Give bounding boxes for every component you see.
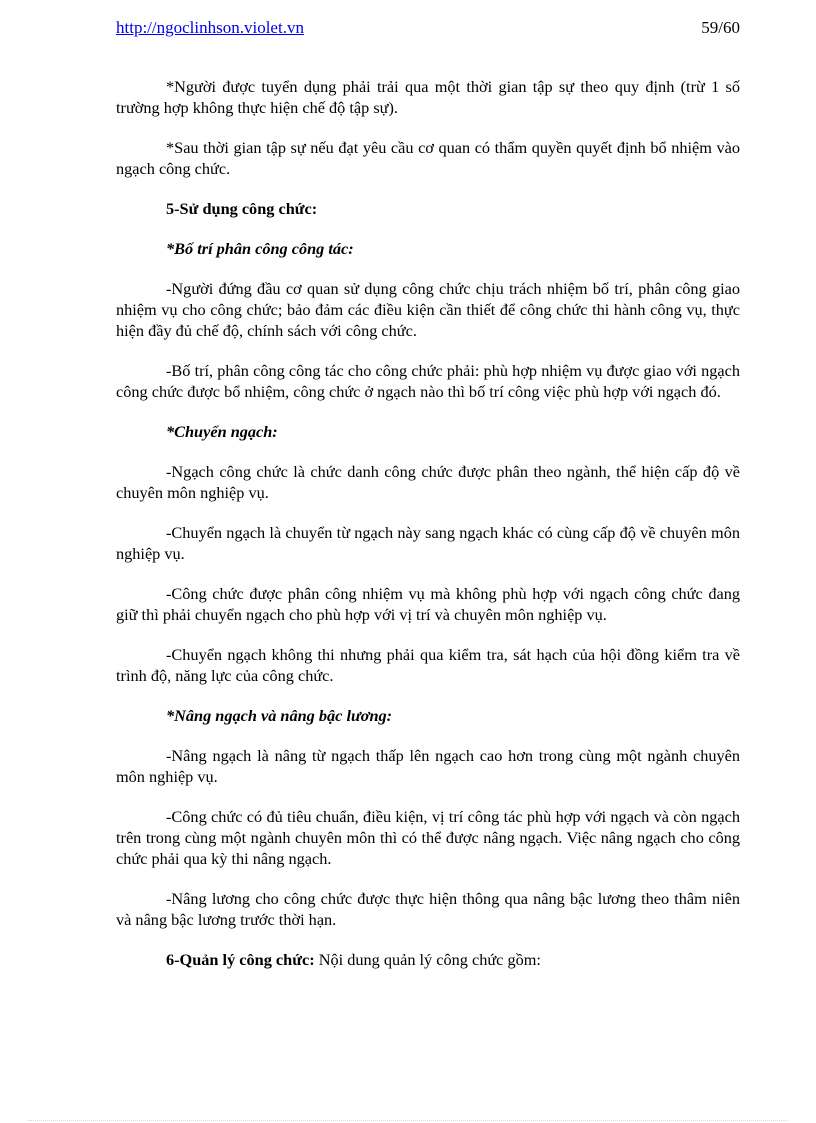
paragraph: -Công chức được phân công nhiệm vụ mà không phù hợp với ngạch công chức đang giữ thì phải chuyển ngạch cho phù hợp với vị trí và chuyên môn nghiệp vụ. bbox=[116, 584, 740, 624]
page-header bbox=[116, 18, 740, 42]
section-heading-paragraph bbox=[116, 949, 740, 970]
section-heading: 6-Quản lý công chức: bbox=[166, 950, 315, 969]
section-heading: 5-Sử dụng công chức: bbox=[166, 199, 318, 218]
subsection-heading: *Bố trí phân công công tác: bbox=[166, 239, 354, 258]
page-number: 59/60 bbox=[701, 18, 740, 37]
paragraph: -Chuyển ngạch là chuyển từ ngạch này sang ngạch khác có cùng cấp độ về chuyên môn nghiệp vụ. bbox=[116, 523, 740, 563]
paragraph: -Chuyển ngạch không thi nhưng phải qua kiểm tra, sát hạch của hội đồng kiểm tra về trình độ, năng lực của công chức. bbox=[116, 645, 740, 685]
paragraph: *Sau thời gian tập sự nếu đạt yêu cầu cơ quan có thẩm quyền quyết định bổ nhiệm vào ngạch công chức. bbox=[116, 138, 740, 178]
paragraph: -Ngạch công chức là chức danh công chức được phân theo ngành, thể hiện cấp độ về chuyên môn nghiệp vụ. bbox=[116, 462, 740, 502]
paragraph: *Người được tuyển dụng phải trải qua một thời gian tập sự theo quy định (trừ 1 số trường hợp không thực hiện chế độ tập sự). bbox=[116, 77, 740, 117]
paragraph: -Nâng ngạch là nâng từ ngạch thấp lên ngạch cao hơn trong cùng một ngành chuyên môn nghiệp vụ. bbox=[116, 746, 740, 786]
paragraph: -Bố trí, phân công công tác cho công chức phải: phù hợp nhiệm vụ được giao với ngạch công chức được bổ nhiệm, công chức ở ngạch nào thì bố trí công việc phù hợp với ngạch đó. bbox=[116, 361, 740, 401]
paragraph: -Công chức có đủ tiêu chuẩn, điều kiện, vị trí công tác phù hợp với ngạch và còn ngạch trên trong cùng một ngành chuyên môn thì có thể được nâng ngạch. Việc nâng ngạch cho công chức phải qua kỳ thi nâng ngạch. bbox=[116, 807, 740, 868]
source-link[interactable]: http://ngoclinhson.violet.vn bbox=[116, 18, 304, 37]
subsection-heading: *Chuyển ngạch: bbox=[166, 422, 278, 441]
subsection-heading: *Nâng ngạch và nâng bậc lương: bbox=[166, 706, 393, 725]
paragraph: -Nâng lương cho công chức được thực hiện thông qua nâng bậc lương theo thâm niên và nâng bậc lương trước thời hạn. bbox=[116, 889, 740, 929]
paragraph: -Người đứng đầu cơ quan sử dụng công chức chịu trách nhiệm bố trí, phân công giao nhiệm vụ cho công chức; bảo đảm các điều kiện cần thiết để công chức thi hành công vụ, thực hiện đầy đủ chế độ, chính sách với công chức. bbox=[116, 279, 740, 340]
document-body bbox=[116, 76, 740, 989]
page-bottom-border bbox=[28, 1120, 788, 1121]
heading-text: Nội dung quản lý công chức gồm: bbox=[314, 950, 541, 969]
